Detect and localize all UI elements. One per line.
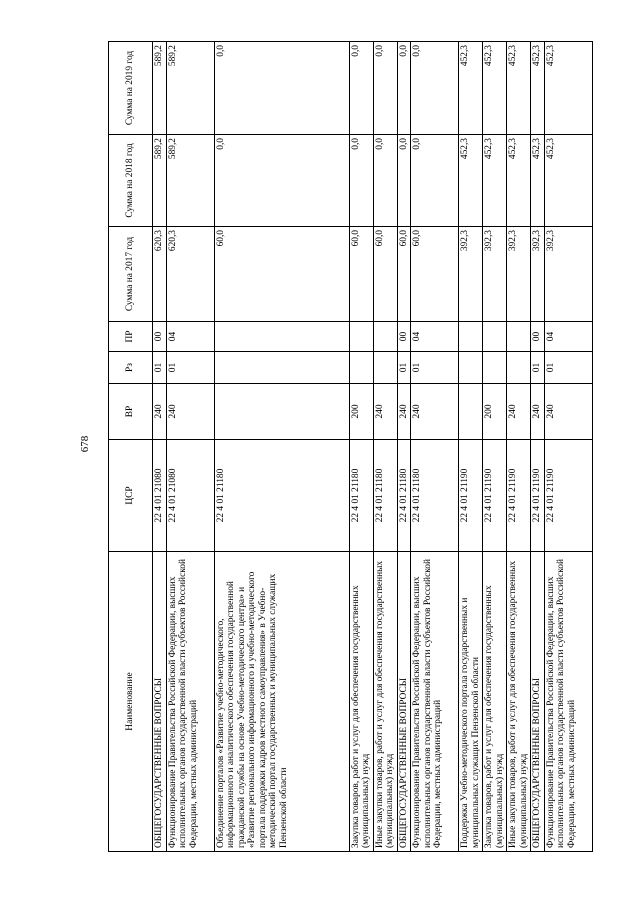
cell-sum2018: 0,0 [411,135,459,227]
cell-name: ОБЩЕГОСУДАРСТВЕННЫЕ ВОПРОСЫ [531,552,545,852]
cell-vr: 240 [166,384,214,440]
table-row [397,42,411,852]
cell-vr: 240 [373,384,397,440]
cell-pr: 04 [544,322,592,352]
cell-sum2019: 452,3 [459,42,483,135]
cell-sum2017: 620,3 [153,227,167,322]
header-name: Наименование [109,552,153,852]
cell-sum2018: 452,3 [507,135,531,227]
cell-sum2018: 452,3 [483,135,507,227]
cell-name: ОБЩЕГОСУДАРСТВЕННЫЕ ВОПРОСЫ [153,552,167,852]
cell-rz: 01 [411,352,459,384]
table-row [507,42,531,852]
cell-vr: 240 [531,384,545,440]
cell-pr: 00 [397,322,411,352]
cell-pr: 00 [531,322,545,352]
cell-csr: 22 4 01 21180 [411,440,459,552]
cell-sum2019: 0,0 [397,42,411,135]
cell-sum2018: 452,3 [544,135,592,227]
cell-name: Закупка товаров, работ и услуг для обеспечения государственных (муниципальных) нужд [483,552,507,852]
cell-pr [483,322,507,352]
cell-sum2018: 589,2 [153,135,167,227]
cell-sum2017: 392,3 [459,227,483,322]
cell-rz: 01 [544,352,592,384]
cell-name: Иные закупки товаров, работ и услуг для обеспечения государственных (муниципальных) нужд [507,552,531,852]
cell-vr: 200 [349,384,373,440]
header-sum-2017: Сумма на 2017 год [109,227,153,322]
cell-sum2018: 0,0 [397,135,411,227]
cell-csr: 22 4 01 21180 [397,440,411,552]
cell-rz: 01 [166,352,214,384]
cell-sum2018: 0,0 [349,135,373,227]
page-number: 678 [79,435,91,453]
table-container [108,42,577,852]
cell-vr: 240 [397,384,411,440]
cell-vr: 240 [544,384,592,440]
cell-csr: 22 4 01 21080 [153,440,167,552]
cell-csr: 22 4 01 21190 [459,440,483,552]
table-row [166,42,214,852]
cell-vr: 240 [411,384,459,440]
cell-name: Закупка товаров, работ и услуг для обеспечения государственных (муниципальных) нужд [349,552,373,852]
table-row [411,42,459,852]
cell-vr: 200 [483,384,507,440]
cell-sum2017: 60,0 [214,227,349,322]
cell-pr [373,322,397,352]
cell-csr: 22 4 01 21180 [214,440,349,552]
cell-pr: 04 [166,322,214,352]
cell-name: ОБЩЕГОСУДАРСТВЕННЫЕ ВОПРОСЫ [397,552,411,852]
cell-rz: 01 [531,352,545,384]
header-rz: Рз [109,352,153,384]
cell-pr [214,322,349,352]
cell-rz [507,352,531,384]
cell-sum2019: 452,3 [531,42,545,135]
cell-sum2019: 589,2 [153,42,167,135]
table-row [544,42,592,852]
cell-sum2017: 620,3 [166,227,214,322]
table-row [153,42,167,852]
cell-csr: 22 4 01 21180 [373,440,397,552]
cell-sum2018: 452,3 [531,135,545,227]
cell-pr: 00 [153,322,167,352]
cell-sum2018: 0,0 [373,135,397,227]
cell-sum2019: 0,0 [373,42,397,135]
cell-sum2019: 0,0 [214,42,349,135]
cell-sum2018: 0,0 [214,135,349,227]
cell-sum2017: 60,0 [397,227,411,322]
table-row [349,42,373,852]
cell-rz [373,352,397,384]
cell-rz: 01 [397,352,411,384]
cell-rz: 01 [153,352,167,384]
cell-rz [349,352,373,384]
cell-rz [483,352,507,384]
cell-vr [459,384,483,440]
table-row [483,42,507,852]
cell-sum2019: 452,3 [483,42,507,135]
cell-rz [214,352,349,384]
cell-sum2017: 392,3 [544,227,592,322]
header-row [109,42,153,852]
budget-table [108,41,593,852]
cell-pr [507,322,531,352]
cell-pr [459,322,483,352]
cell-sum2017: 60,0 [411,227,459,322]
cell-rz [459,352,483,384]
header-sum-2019: Сумма на 2019 год [109,42,153,135]
cell-name: Функционирование Правительства Российской Федерации, высших исполнительных органов государственной власти субъектов Российской Федерации, местных администраций [544,552,592,852]
cell-pr: 04 [411,322,459,352]
cell-name: Функционирование Правительства Российской Федерации, высших исполнительных органов государственной власти субъектов Российской Федерации, местных администраций [166,552,214,852]
cell-sum2017: 60,0 [349,227,373,322]
cell-vr [214,384,349,440]
cell-csr: 22 4 01 21190 [483,440,507,552]
cell-csr: 22 4 01 21190 [544,440,592,552]
header-vr: ВР [109,384,153,440]
cell-vr: 240 [507,384,531,440]
cell-name: Иные закупки товаров, работ и услуг для обеспечения государственных (муниципальных) нужд [373,552,397,852]
cell-vr: 240 [153,384,167,440]
cell-csr: 22 4 01 21190 [507,440,531,552]
table-row [531,42,545,852]
cell-sum2018: 452,3 [459,135,483,227]
cell-sum2019: 452,3 [507,42,531,135]
table-row [459,42,483,852]
cell-csr: 22 4 01 21180 [349,440,373,552]
cell-csr: 22 4 01 21080 [166,440,214,552]
header-pr: ПР [109,322,153,352]
cell-sum2019: 0,0 [411,42,459,135]
cell-sum2018: 589,2 [166,135,214,227]
cell-sum2019: 589,2 [166,42,214,135]
cell-name: Объединение порталов «Развитие учебно-методического, информационного и аналитического обеспечения государственной гражданской службы на основе Учебно-методического центра» и «Развитие регионального информационного и учебно-методического портала поддержки кадров местного самоуправления» в Учебно-методический портал государственных и муниципальных служащих Пензенской области [214,552,349,852]
header-sum-2018: Сумма на 2018 год [109,135,153,227]
cell-sum2017: 392,3 [507,227,531,322]
header-csr: ЦСР [109,440,153,552]
cell-name: Поддержка Учебно-методического портала государственных и муниципальных служащих Пензенской области [459,552,483,852]
cell-sum2017: 392,3 [531,227,545,322]
table-row [214,42,349,852]
table-body [153,42,593,852]
cell-pr [349,322,373,352]
cell-sum2019: 452,3 [544,42,592,135]
cell-sum2017: 60,0 [373,227,397,322]
cell-csr: 22 4 01 21190 [531,440,545,552]
cell-sum2017: 392,3 [483,227,507,322]
table-row [373,42,397,852]
cell-name: Функционирование Правительства Российской Федерации, высших исполнительных органов государственной власти субъектов Российской Федерации, местных администраций [411,552,459,852]
cell-sum2019: 0,0 [349,42,373,135]
